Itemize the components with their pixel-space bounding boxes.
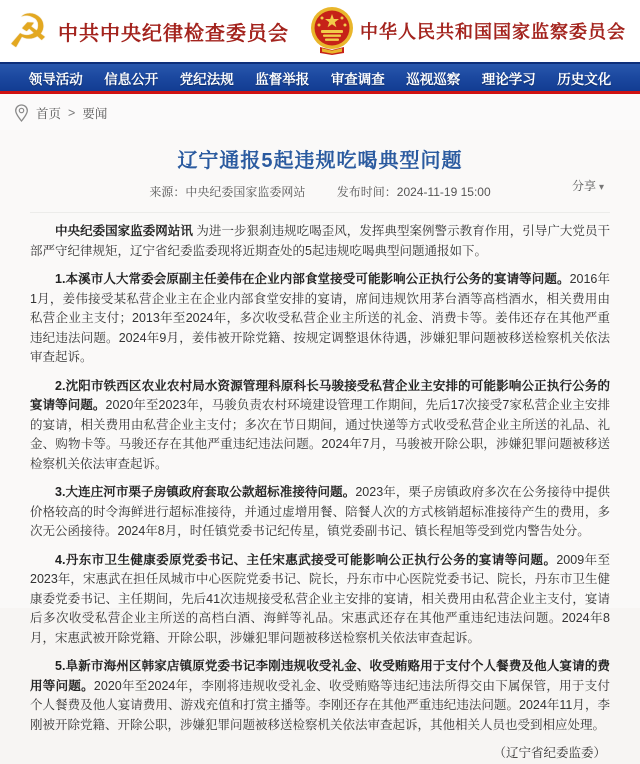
article-title: 辽宁通报5起违规吃喝典型问题 (177, 150, 463, 172)
article-source (149, 185, 305, 199)
intro-text: 为进一步狠刹违规吃喝歪风，发挥典型案例警示教育作用，引导广大党员干部严守纪律规矩，辽宁省纪委监委现将近期查处的5起违规吃喝典型问题通报如下。 (30, 224, 610, 258)
case-3-body: 2023年，栗子房镇政府多次在公务接待中提供价格较高的时令海鲜进行超标准接待，并通过虚增用餐、陪餐人次的方式核销超标准接待产生的费用，多次无公函接待。2024年8月，时任镇党委书记纪传星，镇党委副书记、镇长程旭等受到党内警告处分。 (30, 485, 610, 538)
source-label: 来源： (149, 185, 186, 199)
case-paragraph-3 (30, 483, 610, 542)
nav-item-investigation[interactable]: 审查调查 (330, 71, 385, 87)
nav-item-supervision-report[interactable]: 监督举报 (255, 71, 310, 87)
nav-item-info-disclosure[interactable]: 信息公开 (104, 71, 159, 87)
case-paragraph-5 (30, 657, 610, 735)
nav-item-inspection[interactable]: 巡视巡察 (406, 71, 461, 87)
nav-item-leadership[interactable]: 领导活动 (28, 71, 83, 87)
nsc-org-name: 中华人民共和国国家监察委员会 (360, 22, 626, 42)
case-paragraph-1 (30, 270, 610, 368)
article-publish-time (337, 185, 491, 199)
case-4-body: 2009年至2023年，宋惠武在担任凤城市中心医院党委书记、院长，丹东市中心医院党委书记、院长，丹东市卫生健康委党委书记、主任期间，先后41次违规接受私营企业主安排的宴请，相关费用由私营企业主支付，宴请后多次收受私营企业主所送的高档白酒、海鲜等礼品。宋惠武还存在其他严重违纪违法问题。2024年8月，宋惠武被开除党籍、开除公职，涉嫌犯罪问题被移送检察机关依法审查起诉。 (30, 552, 610, 645)
nav-item-party-regulations[interactable]: 党纪法规 (179, 71, 234, 87)
case-2-body: 2020年至2023年，马骏负责农村环境建设管理工作期间，先后17次接受7家私营企业主安排的宴请，相关费用由私营企业主支付；多次在节日期间，通过快递等方式收受私营企业主所送的礼品、礼金、购物卡等。马骏还存在其他严重违纪违法问题。2024年7月，马骏被开除公职，涉嫌犯罪问题被移送检察机关依法审查起诉。 (30, 398, 610, 471)
article-attribution: （辽宁省纪委监委） (493, 746, 606, 760)
intro-lead: 中央纪委国家监委网站讯 (55, 224, 193, 238)
source-value: 中央纪委国家监委网站 (185, 185, 306, 199)
article (0, 130, 640, 764)
share-label: 分享 (571, 179, 596, 193)
case-paragraph-4 (30, 551, 610, 649)
case-paragraph-2 (30, 377, 610, 475)
case-3-lead: 3.大连庄河市栗子房镇政府套取公款超标准接待问题。 (55, 485, 356, 499)
case-1-lead: 1.本溪市人大常委会原副主任姜伟在企业内部食堂接受可能影响公正执行公务的宴请等问题。 (55, 272, 570, 286)
breadcrumb-current[interactable]: 要闻 (82, 107, 108, 121)
breadcrumb-separator: > (68, 106, 76, 120)
site-header (0, 0, 640, 62)
breadcrumb (0, 94, 640, 130)
party-emblem-icon: ☭ (7, 5, 49, 57)
article-body (30, 222, 610, 764)
case-1-body: 2016年1月，姜伟接受某私营企业主在企业内部食堂安排的宴请，席间违规饮用茅台酒等高档酒水，相关费用由私营企业主支付；2013年至2024年，多次收受私营企业主所送的礼金、消费卡等。姜伟还存在其他严重违纪违法问题。2024年9月，姜伟被开除党籍、按规定调整退休待遇，涉嫌犯罪问题被移送检察机关依法审查起诉。 (30, 272, 610, 364)
case-4-lead: 4.丹东市卫生健康委原党委书记、主任宋惠武接受可能影响公正执行公务的宴请等问题。 (55, 552, 557, 567)
case-5-body: 2020年至2024年，李刚将违规收受礼金、收受贿赂等违纪违法所得交由下属保管，用于支付个人餐费及他人宴请费用、游戏充值和打赏主播等。李刚还存在其他严重违纪违法问题。2024年11月，李刚被开除党籍、开除公职，涉嫌犯罪问题被移送检察机关依法审查起诉，其他相关人员也受到相应处理。 (30, 678, 610, 732)
case-2-lead: 2.沈阳市铁西区农业农村局水资源管理科原科长马骏接受私营企业主安排的可能影响公正执行公务的宴请等问题。 (30, 378, 610, 412)
ccdi-org-block (4, 5, 289, 57)
nsc-org-block (310, 6, 626, 56)
breadcrumb-home[interactable]: 首页 (36, 107, 62, 121)
intro-paragraph (30, 222, 610, 261)
publish-label: 发布时间： (336, 185, 397, 199)
main-nav (0, 62, 640, 94)
ccdi-org-name: 中共中央纪律检查委员会 (58, 22, 289, 45)
publish-value: 2024-11-19 15:00 (396, 185, 491, 199)
nav-item-theory-study[interactable]: 理论学习 (481, 71, 536, 87)
chevron-down-icon: ▾ (598, 182, 604, 193)
case-5-lead: 5.阜新市海州区韩家店镇原党委书记李刚违规收受礼金、收受贿赂用于支付个人餐费及他人宴请的费用等问题。 (30, 659, 610, 693)
national-emblem-icon (310, 6, 354, 56)
article-meta (30, 179, 610, 213)
nav-item-history-culture[interactable]: 历史文化 (557, 71, 612, 87)
share-button[interactable] (572, 177, 604, 194)
location-pin-icon (14, 104, 29, 122)
